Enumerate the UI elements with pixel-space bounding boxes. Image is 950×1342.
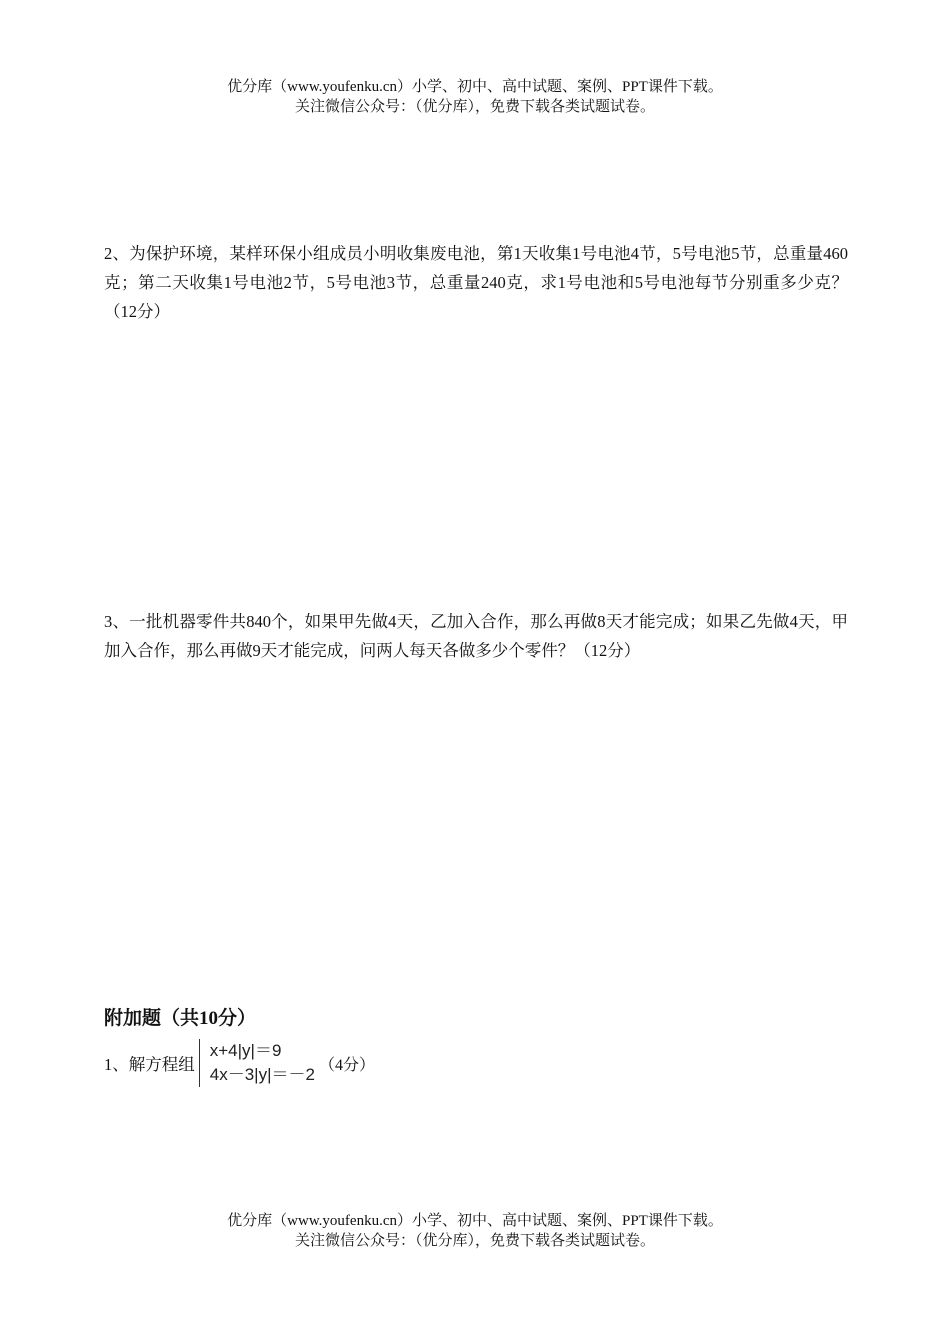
bonus-question-score: （4分）	[318, 1056, 375, 1074]
header-line-2: 关注微信公众号：（优分库），免费下载各类试题试卷。	[294, 99, 655, 115]
equation-list	[210, 1039, 315, 1087]
equation-2: 4x－3|y|＝－2	[209, 1065, 315, 1084]
system-brace	[199, 1039, 206, 1087]
footer-line-1: 优分库（www.youfenku.cn）小学、初中、高中试题、案例、PPT课件下载。	[227, 1213, 723, 1229]
page-header	[0, 77, 950, 117]
header-line-1: 优分库（www.youfenku.cn）小学、初中、高中试题、案例、PPT课件下载。	[227, 79, 723, 95]
equation-system	[199, 1039, 315, 1087]
question-3: 3、一批机器零件共840个，如果甲先做4天，乙加入合作，那么再做8天才能完成；如果乙先做4天，甲加入合作，那么再做9天才能完成，问两人每天各做多少个零件？（12分）	[104, 612, 848, 660]
page-footer	[0, 1211, 950, 1251]
bonus-question-prefix: 1、解方程组	[104, 1055, 195, 1074]
question-2: 2、为保护环境，某样环保小组成员小明收集废电池，第1天收集1号电池4节，5号电池5节，总重量460克；第二天收集1号电池2节，5号电池3节，总重量240克，求1号电池和5号电池每节分别重多少克？（12分）	[104, 244, 848, 321]
bonus-question-1	[104, 1037, 375, 1089]
footer-line-2: 关注微信公众号：（优分库），免费下载各类试题试卷。	[294, 1233, 655, 1249]
bonus-section-title: 附加题（共10分）	[104, 1008, 257, 1029]
equation-1: x+4|y|＝9	[209, 1041, 282, 1060]
